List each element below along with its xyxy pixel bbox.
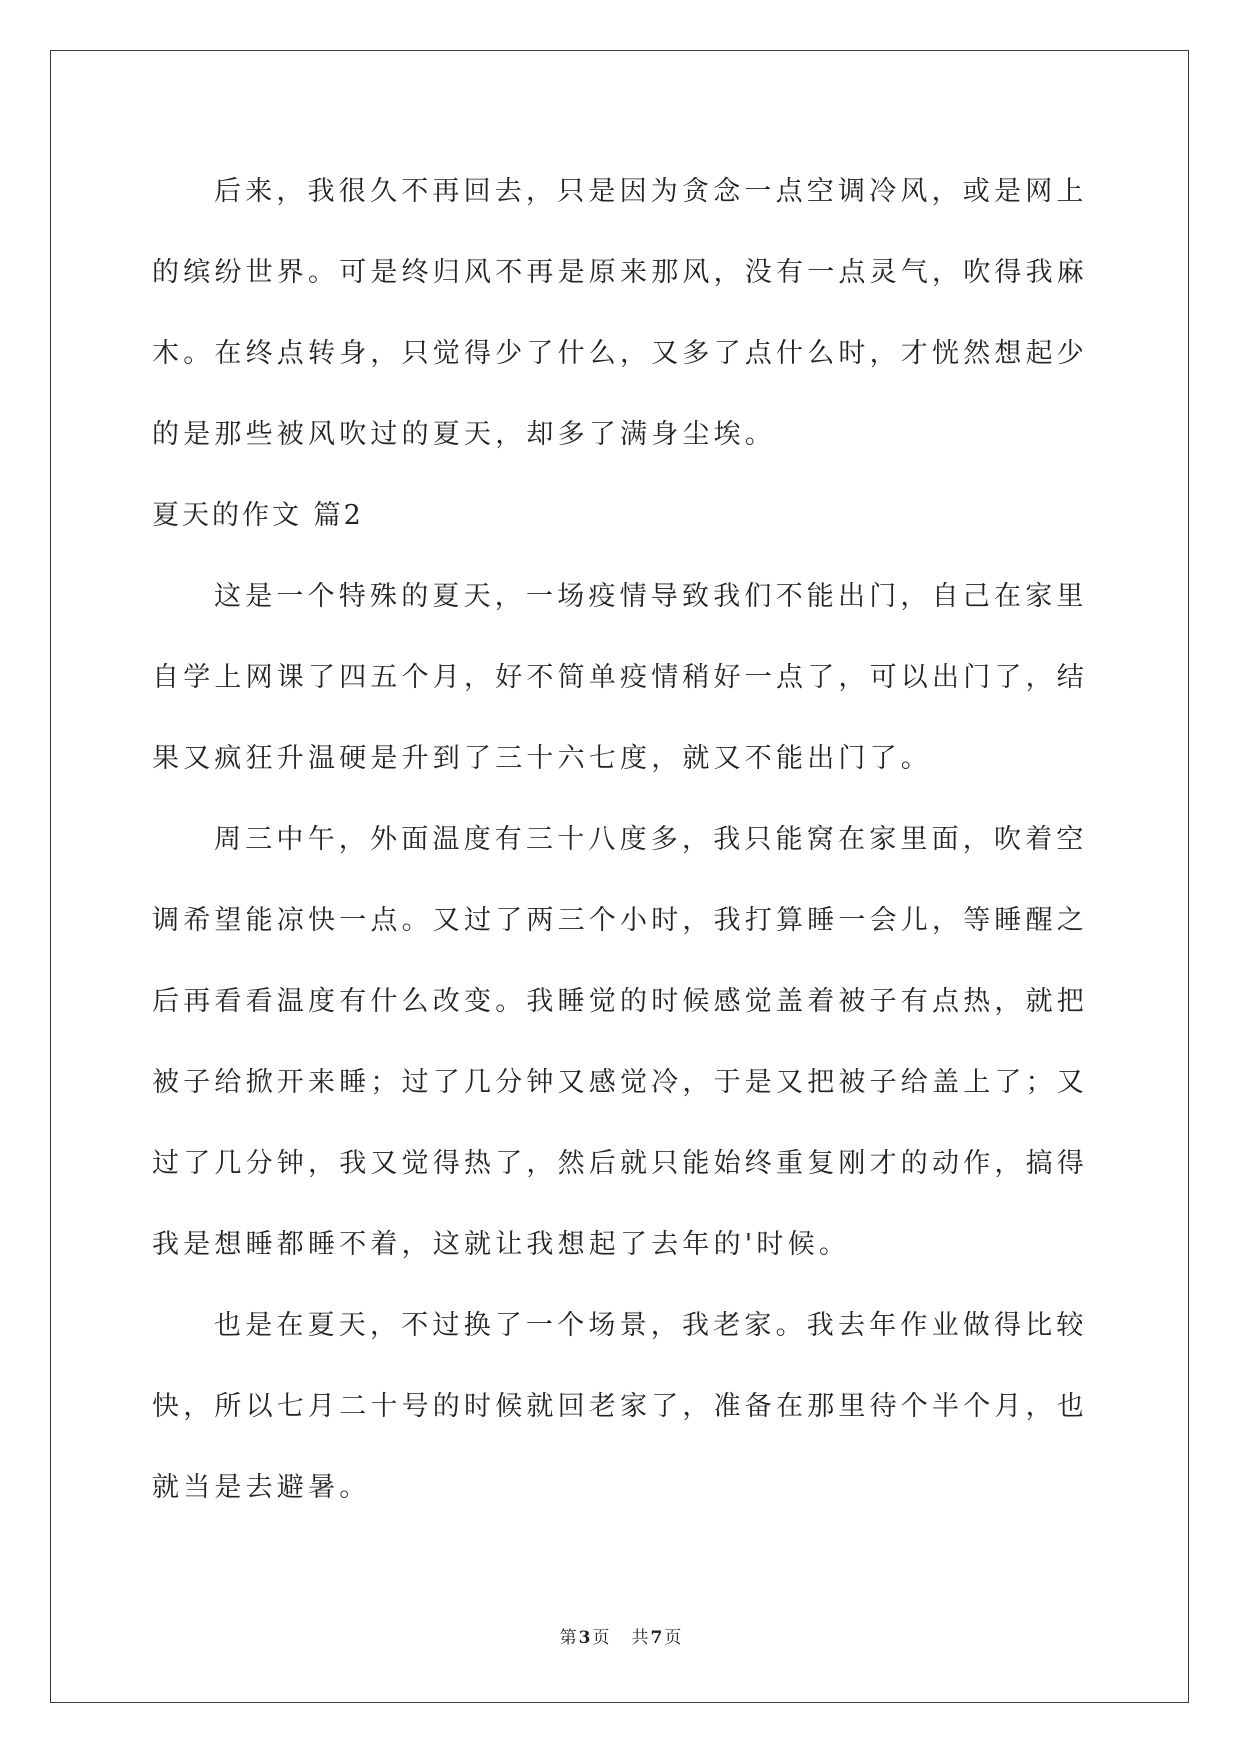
section-heading: 夏天的作文 篇2 (152, 500, 364, 531)
page-suffix: 页 (592, 1628, 610, 1648)
text-line: 过了几分钟，我又觉得热了，然后就只能始终重复刚才的动作，搞得 (152, 1148, 1088, 1179)
paragraph (152, 151, 1102, 475)
page-prefix: 第 (559, 1628, 577, 1648)
text-line: 周三中午，外面温度有三十八度多，我只能窝在家里面，吹着空 (214, 824, 1088, 855)
page-number: 3 (578, 1628, 591, 1648)
total-pages: 7 (650, 1628, 663, 1648)
text-line: 这是一个特殊的夏天，一场疫情导致我们不能出门，自己在家里 (214, 581, 1088, 612)
text-line: 木。在终点转身，只觉得少了什么，又多了点什么时，才恍然想起少 (152, 338, 1088, 369)
total-suffix: 页 (664, 1628, 682, 1648)
text-line: 被子给掀开来睡；过了几分钟又感觉冷，于是又把被子给盖上了；又 (152, 1067, 1088, 1098)
text-line: 果又疯狂升温硬是升到了三十六七度，就又不能出门了。 (152, 743, 932, 774)
text-line: 自学上网课了四五个月，好不简单疫情稍好一点了，可以出门了，结 (152, 662, 1088, 693)
text-line: 的缤纷世界。可是终归风不再是原来那风，没有一点灵气，吹得我麻 (152, 257, 1088, 288)
text-line: 也是在夏天，不过换了一个场景，我老家。我去年作业做得比较 (214, 1310, 1088, 1341)
text-line: 的是那些被风吹过的夏天，却多了满身尘埃。 (152, 419, 776, 450)
document-body (152, 151, 1102, 1528)
paragraph (152, 556, 1102, 799)
text-line: 后再看看温度有什么改变。我睡觉的时候感觉盖着被子有点热，就把 (152, 986, 1088, 1017)
text-line: 快，所以七月二十号的时候就回老家了，准备在那里待个半个月，也 (152, 1391, 1088, 1422)
text-line: 我是想睡都睡不着，这就让我想起了去年的'时候。 (152, 1229, 851, 1260)
paragraph (152, 799, 1102, 1285)
paragraph (152, 1285, 1102, 1528)
text-line: 后来，我很久不再回去，只是因为贪念一点空调冷风，或是网上 (214, 176, 1088, 207)
page-footer (0, 1625, 1241, 1651)
text-line: 调希望能凉快一点。又过了两三个小时，我打算睡一会儿，等睡醒之 (152, 905, 1088, 936)
total-prefix: 共 (631, 1628, 649, 1648)
text-line: 就当是去避暑。 (152, 1472, 371, 1503)
